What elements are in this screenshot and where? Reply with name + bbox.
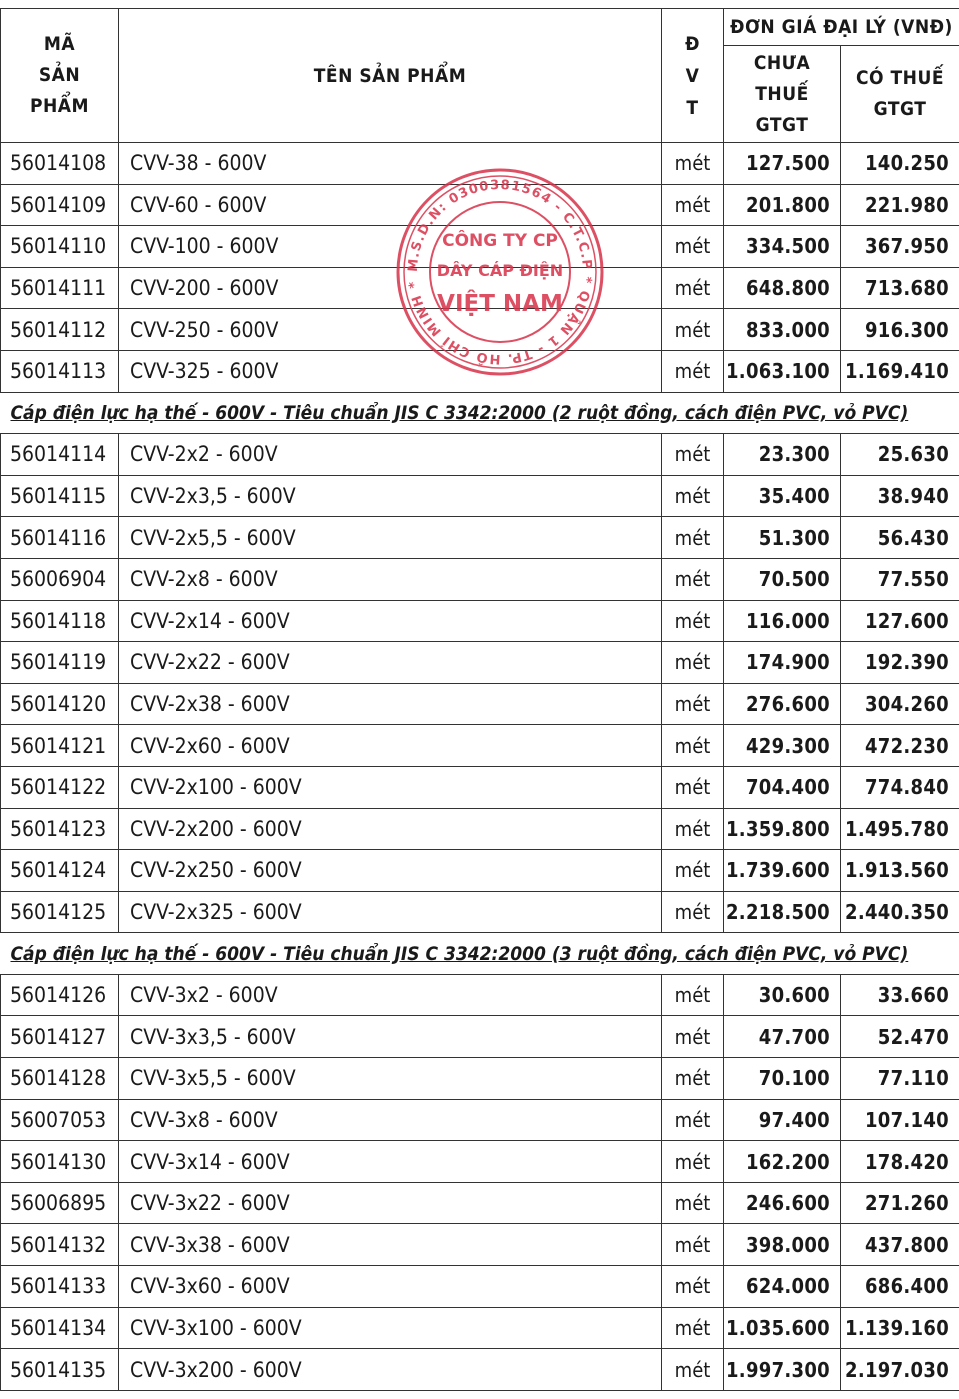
header-product-name <box>119 9 662 143</box>
pre-tax-price-cell: 624.000 <box>724 1266 841 1308</box>
unit-cell: mét <box>662 184 724 226</box>
header-unit-text: Đ V T <box>685 32 700 119</box>
table-row <box>1 558 959 600</box>
with-tax-price-cell: 271.260 <box>841 1182 959 1224</box>
pre-tax-price-cell: 429.300 <box>724 725 841 767</box>
with-tax-price-cell: 192.390 <box>841 642 959 684</box>
table-row <box>1 974 959 1016</box>
product-name-cell: CVV-200 - 600V <box>119 267 662 309</box>
pre-tax-price-cell: 116.000 <box>724 600 841 642</box>
header-pre-tax-text: CHƯA THUẾ GTGT <box>753 51 811 136</box>
product-code-cell: 56014113 <box>1 350 119 392</box>
table-row <box>1 850 959 892</box>
table-row <box>1 642 959 684</box>
product-name-cell: CVV-2x60 - 600V <box>119 725 662 767</box>
unit-cell: mét <box>662 350 724 392</box>
table-row <box>1 1141 959 1183</box>
unit-cell: mét <box>662 808 724 850</box>
product-name-cell: CVV-3x22 - 600V <box>119 1182 662 1224</box>
with-tax-price-cell: 304.260 <box>841 683 959 725</box>
product-name-cell: CVV-2x100 - 600V <box>119 766 662 808</box>
with-tax-price-cell: 178.420 <box>841 1141 959 1183</box>
table-row <box>1 184 959 226</box>
product-name-cell: CVV-100 - 600V <box>119 226 662 268</box>
unit-cell: mét <box>662 143 724 185</box>
table-row <box>1 226 959 268</box>
product-name-cell: CVV-2x2 - 600V <box>119 434 662 476</box>
with-tax-price-cell: 77.550 <box>841 558 959 600</box>
pre-tax-price-cell: 648.800 <box>724 267 841 309</box>
product-code-cell: 56014134 <box>1 1307 119 1349</box>
product-code-cell: 56014127 <box>1 1016 119 1058</box>
pre-tax-price-cell: 246.600 <box>724 1182 841 1224</box>
product-name-cell: CVV-38 - 600V <box>119 143 662 185</box>
section-header-2-core-title: Cáp điện lực hạ thế - 600V - Tiêu chuẩn JIS C 3342:2000 (2 ruột đồng, cách điện PVC, vỏ PVC) <box>1 392 959 434</box>
unit-cell: mét <box>662 1224 724 1266</box>
pre-tax-price-cell: 704.400 <box>724 766 841 808</box>
with-tax-price-cell: 472.230 <box>841 725 959 767</box>
table-row <box>1 891 959 933</box>
product-code-cell: 56014111 <box>1 267 119 309</box>
unit-cell: mét <box>662 850 724 892</box>
with-tax-price-cell: 686.400 <box>841 1266 959 1308</box>
with-tax-price-cell: 2.440.350 <box>841 891 959 933</box>
header-with-tax <box>841 46 959 143</box>
product-code-cell: 56014108 <box>1 143 119 185</box>
table-row <box>1 766 959 808</box>
pre-tax-price-cell: 1.739.600 <box>724 850 841 892</box>
pre-tax-price-cell: 51.300 <box>724 517 841 559</box>
product-code-cell: 56014128 <box>1 1058 119 1100</box>
table-row <box>1 309 959 351</box>
product-name-cell: CVV-3x14 - 600V <box>119 1141 662 1183</box>
with-tax-price-cell: 1.495.780 <box>841 808 959 850</box>
unit-cell: mét <box>662 309 724 351</box>
product-name-cell: CVV-3x38 - 600V <box>119 1224 662 1266</box>
product-code-cell: 56014122 <box>1 766 119 808</box>
product-code-cell: 56014116 <box>1 517 119 559</box>
product-name-cell: CVV-3x5,5 - 600V <box>119 1058 662 1100</box>
product-code-cell: 56014124 <box>1 850 119 892</box>
unit-cell: mét <box>662 600 724 642</box>
price-table <box>0 8 959 1391</box>
pre-tax-price-cell: 1.035.600 <box>724 1307 841 1349</box>
pre-tax-price-cell: 70.500 <box>724 558 841 600</box>
product-name-cell: CVV-2x22 - 600V <box>119 642 662 684</box>
unit-cell: mét <box>662 434 724 476</box>
with-tax-price-cell: 367.950 <box>841 226 959 268</box>
unit-cell: mét <box>662 683 724 725</box>
table-row <box>1 1182 959 1224</box>
with-tax-price-cell: 437.800 <box>841 1224 959 1266</box>
product-code-cell: 56014114 <box>1 434 119 476</box>
section-header-2-core <box>1 392 959 434</box>
with-tax-price-cell: 916.300 <box>841 309 959 351</box>
with-tax-price-cell: 25.630 <box>841 434 959 476</box>
header-price-group <box>724 9 959 46</box>
table-row <box>1 683 959 725</box>
unit-cell: mét <box>662 1141 724 1183</box>
product-name-cell: CVV-2x14 - 600V <box>119 600 662 642</box>
with-tax-price-cell: 1.169.410 <box>841 350 959 392</box>
product-name-cell: CVV-3x2 - 600V <box>119 974 662 1016</box>
unit-cell: mét <box>662 558 724 600</box>
product-name-cell: CVV-3x60 - 600V <box>119 1266 662 1308</box>
pre-tax-price-cell: 35.400 <box>724 475 841 517</box>
section-header-3-core <box>1 933 959 975</box>
product-name-cell: CVV-2x3,5 - 600V <box>119 475 662 517</box>
header-product-name-text: TÊN SẢN PHẨM <box>313 64 467 87</box>
pre-tax-price-cell: 30.600 <box>724 974 841 1016</box>
unit-cell: mét <box>662 1099 724 1141</box>
with-tax-price-cell: 221.980 <box>841 184 959 226</box>
pre-tax-price-cell: 2.218.500 <box>724 891 841 933</box>
table-row <box>1 725 959 767</box>
with-tax-price-cell: 1.913.560 <box>841 850 959 892</box>
with-tax-price-cell: 56.430 <box>841 517 959 559</box>
pre-tax-price-cell: 174.900 <box>724 642 841 684</box>
product-name-cell: CVV-2x38 - 600V <box>119 683 662 725</box>
unit-cell: mét <box>662 517 724 559</box>
with-tax-price-cell: 33.660 <box>841 974 959 1016</box>
pre-tax-price-cell: 1.997.300 <box>724 1349 841 1391</box>
product-name-cell: CVV-3x3,5 - 600V <box>119 1016 662 1058</box>
product-code-cell: 56014119 <box>1 642 119 684</box>
product-name-cell: CVV-3x8 - 600V <box>119 1099 662 1141</box>
table-row <box>1 1266 959 1308</box>
section-header-3-core-title: Cáp điện lực hạ thế - 600V - Tiêu chuẩn JIS C 3342:2000 (3 ruột đồng, cách điện PVC, vỏ PVC) <box>1 933 959 975</box>
unit-cell: mét <box>662 226 724 268</box>
pre-tax-price-cell: 162.200 <box>724 1141 841 1183</box>
unit-cell: mét <box>662 725 724 767</box>
product-name-cell: CVV-3x100 - 600V <box>119 1307 662 1349</box>
pre-tax-price-cell: 127.500 <box>724 143 841 185</box>
product-code-cell: 56014121 <box>1 725 119 767</box>
product-code-cell: 56014109 <box>1 184 119 226</box>
table-row <box>1 1224 959 1266</box>
unit-cell: mét <box>662 1058 724 1100</box>
table-row <box>1 1349 959 1391</box>
table-row <box>1 1058 959 1100</box>
table-row <box>1 267 959 309</box>
product-code-cell: 56014126 <box>1 974 119 1016</box>
unit-cell: mét <box>662 1349 724 1391</box>
with-tax-price-cell: 127.600 <box>841 600 959 642</box>
table-row <box>1 1099 959 1141</box>
table-row <box>1 517 959 559</box>
header-unit <box>662 9 724 143</box>
header-product-code <box>1 9 119 143</box>
product-code-cell: 56014110 <box>1 226 119 268</box>
product-name-cell: CVV-2x325 - 600V <box>119 891 662 933</box>
product-name-cell: CVV-2x200 - 600V <box>119 808 662 850</box>
stamp-line-1: CÔNG TY CP <box>442 231 558 251</box>
header-product-code-text: MÃ SẢN PHẨM <box>29 33 90 117</box>
pre-tax-price-cell: 1.063.100 <box>724 350 841 392</box>
with-tax-price-cell: 774.840 <box>841 766 959 808</box>
pre-tax-price-cell: 201.800 <box>724 184 841 226</box>
product-name-cell: CVV-3x200 - 600V <box>119 1349 662 1391</box>
table-row <box>1 1016 959 1058</box>
unit-cell: mét <box>662 1307 724 1349</box>
header-with-tax-text: CÓ THUẾ GTGT <box>855 67 945 120</box>
product-code-cell: 56006904 <box>1 558 119 600</box>
with-tax-price-cell: 2.197.030 <box>841 1349 959 1391</box>
unit-cell: mét <box>662 974 724 1016</box>
with-tax-price-cell: 38.940 <box>841 475 959 517</box>
product-name-cell: CVV-325 - 600V <box>119 350 662 392</box>
with-tax-price-cell: 1.139.160 <box>841 1307 959 1349</box>
table-row <box>1 1307 959 1349</box>
product-code-cell: 56007053 <box>1 1099 119 1141</box>
table-row <box>1 434 959 476</box>
stamp-line-2: DÂY CÁP ĐIỆN <box>436 261 564 280</box>
pre-tax-price-cell: 334.500 <box>724 226 841 268</box>
product-name-cell: CVV-2x5,5 - 600V <box>119 517 662 559</box>
product-code-cell: 56006895 <box>1 1182 119 1224</box>
product-code-cell: 56014118 <box>1 600 119 642</box>
price-table-body <box>1 143 959 1391</box>
unit-cell: mét <box>662 1182 724 1224</box>
product-code-cell: 56014112 <box>1 309 119 351</box>
product-name-cell: CVV-2x8 - 600V <box>119 558 662 600</box>
pre-tax-price-cell: 398.000 <box>724 1224 841 1266</box>
product-code-cell: 56014120 <box>1 683 119 725</box>
header-pre-tax <box>724 46 841 143</box>
unit-cell: mét <box>662 642 724 684</box>
table-row <box>1 475 959 517</box>
stamp-ring-text: M.S.D.N: 0300381564 - C.T.C.P * QUẬN 1 - TP. HỒ CHÍ MINH * <box>405 177 595 367</box>
product-code-cell: 56014133 <box>1 1266 119 1308</box>
pre-tax-price-cell: 23.300 <box>724 434 841 476</box>
product-code-cell: 56014135 <box>1 1349 119 1391</box>
with-tax-price-cell: 107.140 <box>841 1099 959 1141</box>
product-code-cell: 56014123 <box>1 808 119 850</box>
unit-cell: mét <box>662 475 724 517</box>
pre-tax-price-cell: 70.100 <box>724 1058 841 1100</box>
product-name-cell: CVV-250 - 600V <box>119 309 662 351</box>
product-code-cell: 56014125 <box>1 891 119 933</box>
with-tax-price-cell: 77.110 <box>841 1058 959 1100</box>
unit-cell: mét <box>662 1016 724 1058</box>
price-list-sheet <box>0 8 959 1391</box>
unit-cell: mét <box>662 766 724 808</box>
table-row <box>1 143 959 185</box>
product-code-cell: 56014130 <box>1 1141 119 1183</box>
pre-tax-price-cell: 97.400 <box>724 1099 841 1141</box>
product-name-cell: CVV-2x250 - 600V <box>119 850 662 892</box>
table-row <box>1 350 959 392</box>
product-code-cell: 56014132 <box>1 1224 119 1266</box>
stamp-line-3: VIỆT NAM <box>437 291 563 317</box>
with-tax-price-cell: 52.470 <box>841 1016 959 1058</box>
with-tax-price-cell: 140.250 <box>841 143 959 185</box>
table-row <box>1 808 959 850</box>
unit-cell: mét <box>662 267 724 309</box>
pre-tax-price-cell: 833.000 <box>724 309 841 351</box>
unit-cell: mét <box>662 1266 724 1308</box>
unit-cell: mét <box>662 891 724 933</box>
pre-tax-price-cell: 276.600 <box>724 683 841 725</box>
product-name-cell: CVV-60 - 600V <box>119 184 662 226</box>
with-tax-price-cell: 713.680 <box>841 267 959 309</box>
pre-tax-price-cell: 1.359.800 <box>724 808 841 850</box>
product-code-cell: 56014115 <box>1 475 119 517</box>
pre-tax-price-cell: 47.700 <box>724 1016 841 1058</box>
table-row <box>1 600 959 642</box>
header-price-group-text: ĐƠN GIÁ ĐẠI LÝ (VNĐ) <box>730 16 953 38</box>
